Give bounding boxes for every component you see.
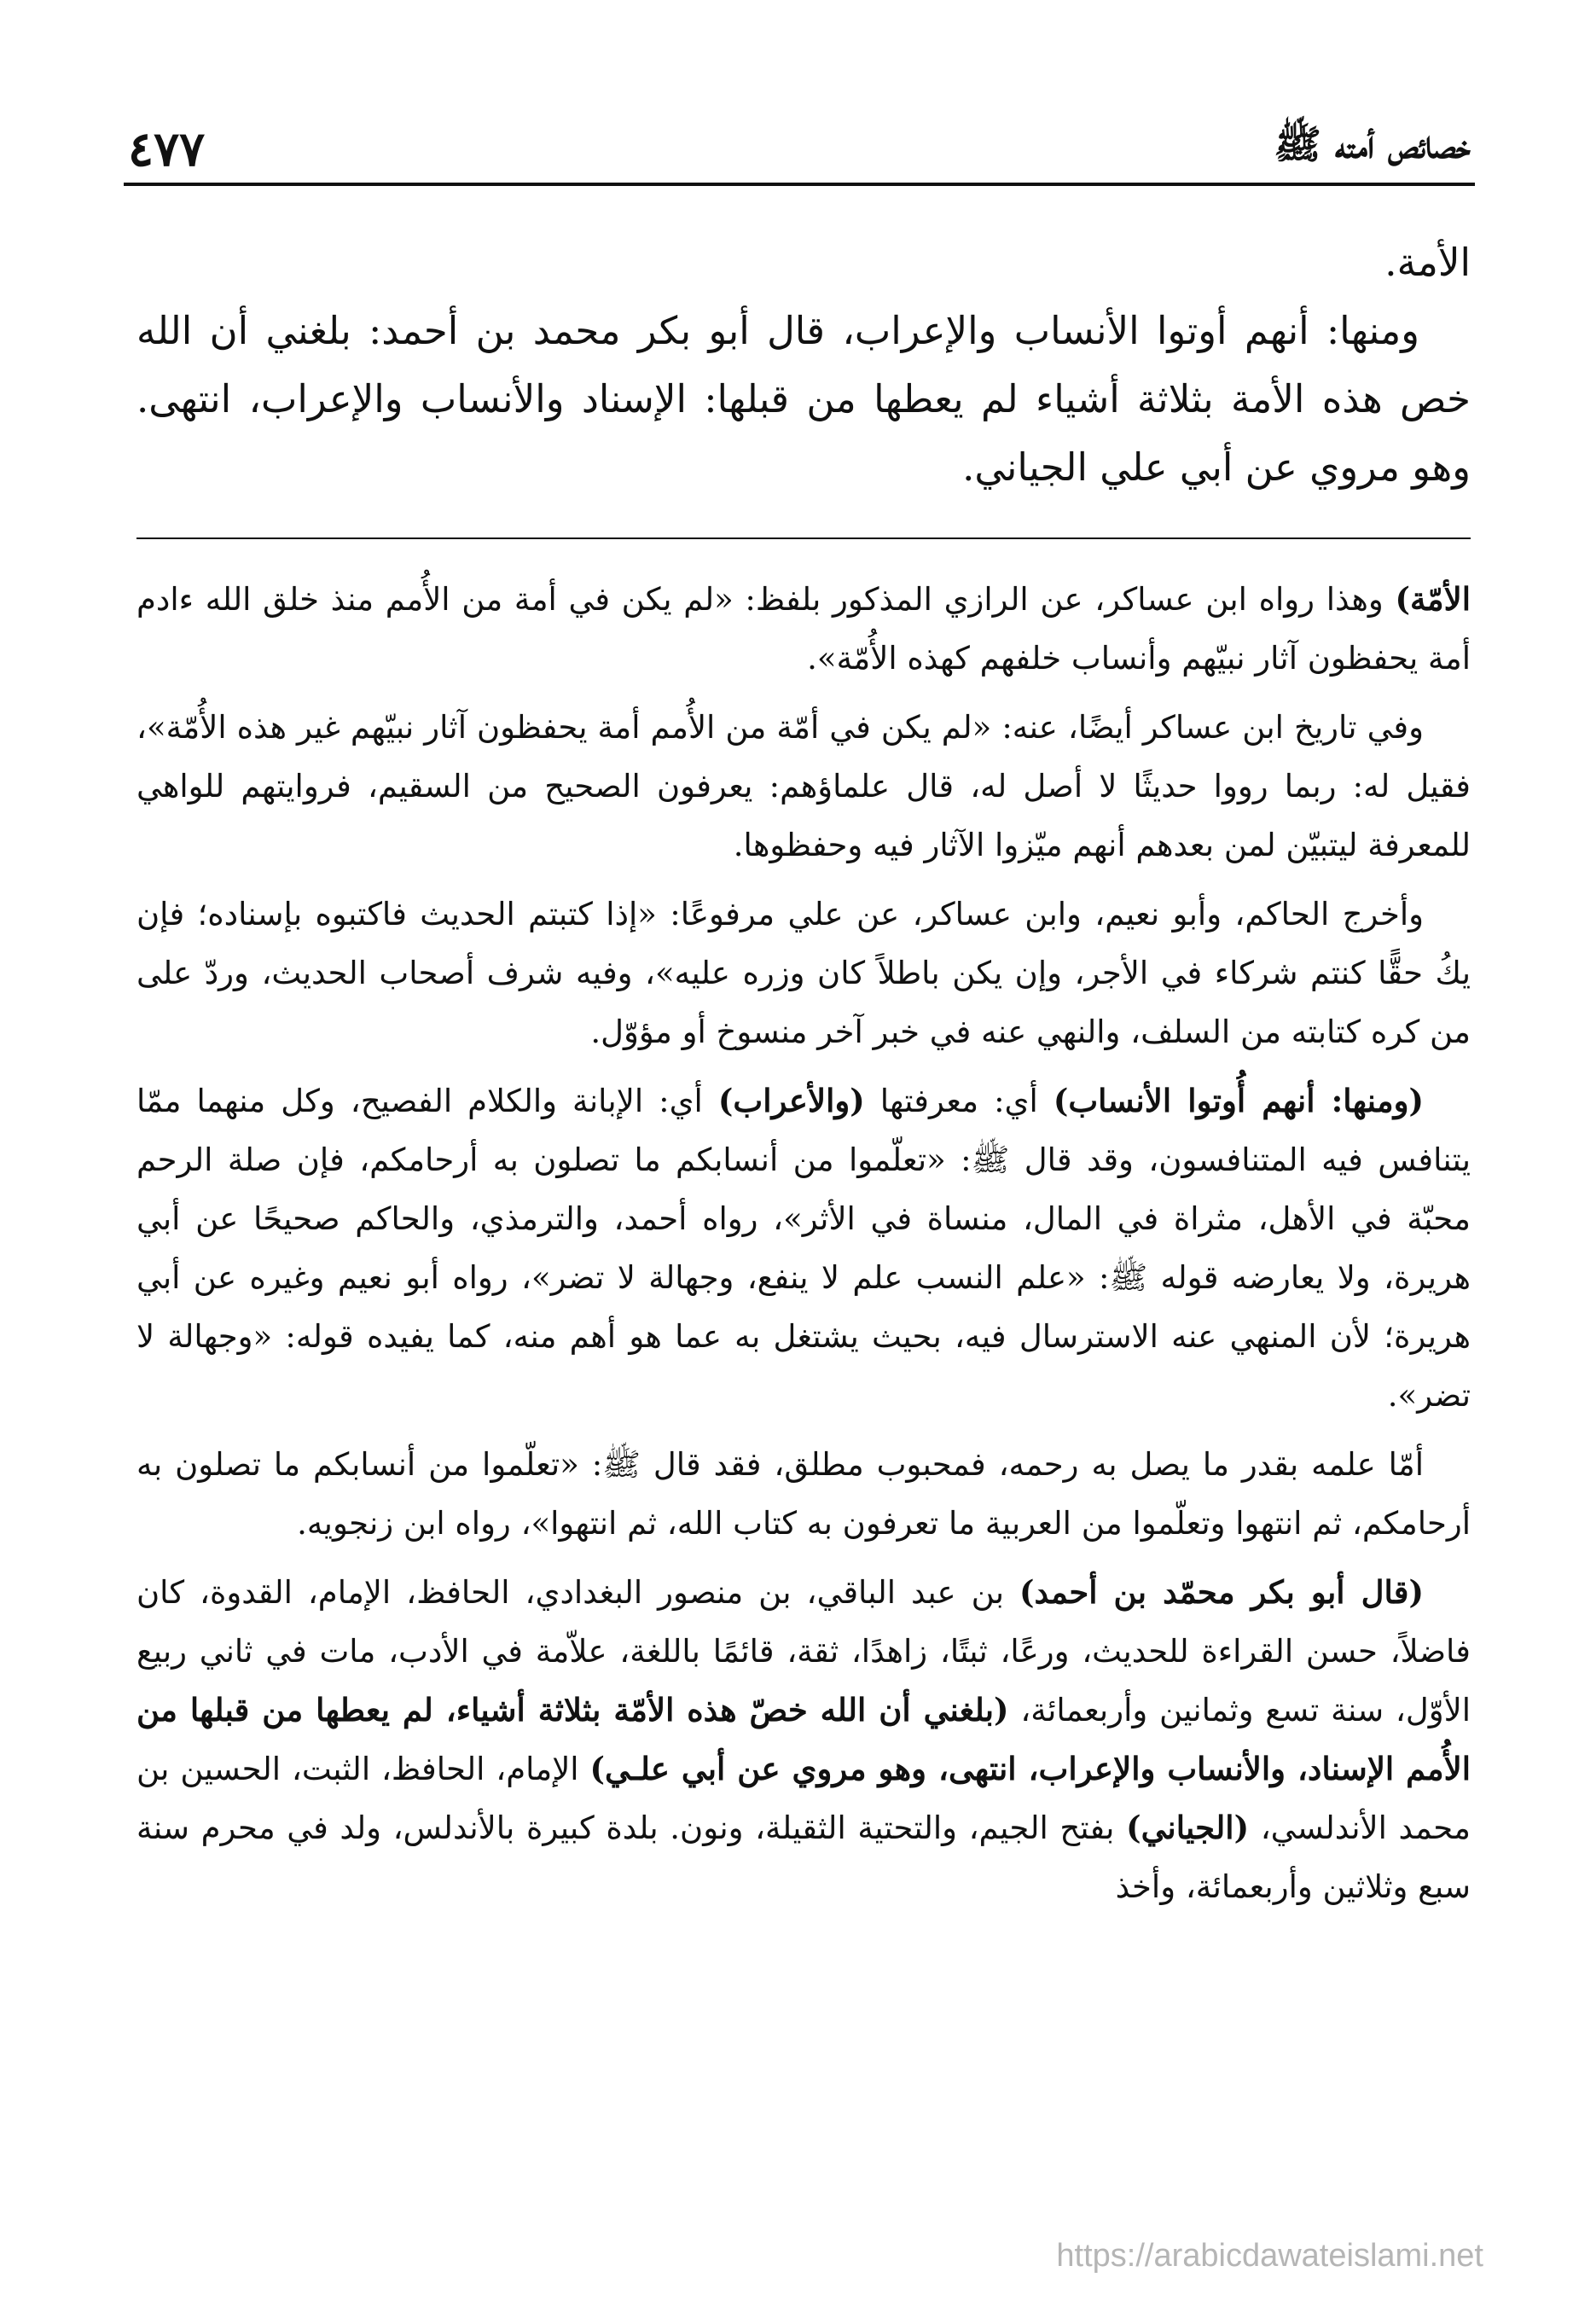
commentary-paragraph: وأخرج الحاكم، وأبو نعيم، وابن عساكر، عن علي مرفوعًا: «إذا كتبتم الحديث فاكتبوه بإسناده؛ فإن يكُ حقًّا كنتم شركاء في الأجر، وإن يكن باطلاً كان وزره عليه»، وفيه شرف أصحاب الحديث، وردّ على من كره كتابته من السلف، والنهي عنه في خبر آخر منسوخ أو مؤوّل. (136, 896, 1471, 1050)
watermark-url: https://arabicdawateislami.net (1056, 2238, 1483, 2274)
commentary-text: أي: الإبانة والكلام الفصيح، وكل منهما ممّا يتنافس فيه المتنافسون، وقد قال ﷺ: «تعلّموا من أنسابكم ما تصلون به أرحامكم، فإن صلة الرحم محبّة في الأهل، مثراة في المال، منساة في الأثر»، رواه أحمد، والترمذي، والحاكم صحيحًا عن أبي هريرة، ولا يعارضه قوله ﷺ: «علم النسب علم لا ينفع، وجهالة لا تضر»، رواه أبو نعيم وغيره عن أبي هريرة؛ لأن المنهي عنه الاسترسال فيه، بحيث يشتغل به عما هو أهم منه، كما يفيده قوله: «وجهالة لا تضر». (136, 1083, 1471, 1414)
running-title: خصائص أمته ﷺ (1274, 121, 1471, 167)
page-number: ٤٧٧ (128, 121, 206, 177)
commentary-paragraph (136, 570, 1471, 688)
commentary-text: أي: معرفتها (864, 1083, 1054, 1119)
commentary-paragraph: وفي تاريخ ابن عساكر أيضًا، عنه: «لم يكن في أمّة من الأُمم أمة يحفظون آثار نبيّهم غير هذه الأُمّة»، فقيل له: ربما رووا حديثًا لا أصل له، قال علماؤهم: يعرفون الصحيح من السقيم، فروايتهم للواهي للمعرفة ليتبيّن لمن بعدهم أنهم ميّزوا الآثار فيه وحفظوها. (136, 709, 1471, 863)
commentary (136, 570, 1471, 1926)
commentary-paragraph: أمّا علمه بقدر ما يصل به رحمه، فمحبوب مطلق، فقد قال ﷺ: «تعلّموا من أنسابكم ما تصلون به أرحامكم، ثم انتهوا وتعلّموا من العربية ما تعرفون به كتاب الله، ثم انتهوا»، رواه ابن زنجويه. (136, 1446, 1471, 1542)
quoted-term: (قال أبو بكر محمّد بن أحمد) (1019, 1573, 1424, 1611)
main-text-paragraph: الأمة. (1384, 240, 1471, 285)
commentary-text: بفتح الجيم، والتحتية الثقيلة، ونون. بلدة كبيرة بالأندلس، ولد في محرم سنة سبع وثلاثين وأربعمائة، وأخذ (136, 1810, 1471, 1905)
page-header (128, 109, 1471, 177)
commentary-paragraph (136, 1072, 1471, 1425)
commentary-text: الإمام، الحافظ، الثبت، الحسين بن محمد الأندلسي، (136, 1751, 1471, 1846)
quoted-term: (الجياني) (1126, 1809, 1250, 1846)
quoted-term: (والأعراب) (717, 1082, 865, 1119)
quoted-term: (ومنها: أنهم أُوتوا الأنساب) (1053, 1082, 1424, 1119)
commentary-text: بن عبد الباقي، بن منصور البغدادي، الحافظ، الإمام، القدوة، كان فاضلاً، حسن القراءة للحديث، ورعًا، ثبتًا، زاهدًا، ثقة، قائمًا باللغة، علاّمة في الأدب، مات في ثاني ربيع الأوّل، سنة تسع وثمانين وأربعمائة، (136, 1574, 1471, 1728)
commentary-paragraph (136, 1563, 1471, 1916)
quoted-term: (بلغني أن الله خصّ هذه الأمّة بثلاثة أشياء، لم يعطها من قبلها من الأُمم الإسناد، والأنساب والإعراب، انتهى، وهو مروي عن أبي علـي) (136, 1691, 1471, 1787)
main-text (136, 229, 1471, 502)
header-rule (124, 183, 1475, 186)
main-text-paragraph: ومنها: أنهم أوتوا الأنساب والإعراب، قال أبو بكر محمد بن أحمد: بلغني أن الله خص هذه الأمة بثلاثة أشياء لم يعطها من قبلها: الإسناد والأنساب والإعراب، انتهى. وهو مروي عن أبي علي الجياني. (136, 308, 1471, 490)
commentary-text: وهذا رواه ابن عساكر، عن الرازي المذكور بلفظ: «لم يكن في أمة من الأُمم منذ خلق الله ءادم أمة يحفظون آثار نبيّهم وأنساب خلفهم كهذه الأُمّة». (136, 581, 1471, 677)
text-divider (136, 537, 1471, 539)
quoted-term: الأمّة) (1395, 580, 1471, 618)
